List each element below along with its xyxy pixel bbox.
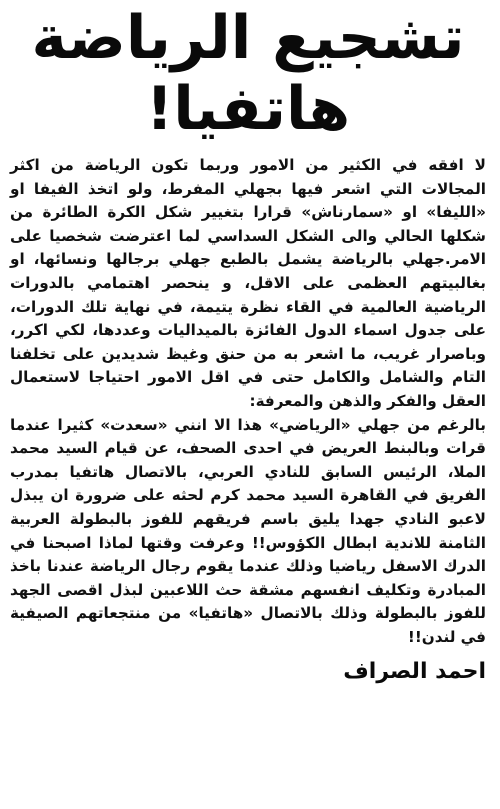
headline-line-1: تشجيع الرياضة (31, 3, 465, 73)
headline-line-2: هاتفيا! (145, 74, 351, 144)
author-byline: احمد الصراف (343, 659, 486, 685)
article-body (10, 154, 486, 649)
article-paragraph-2: بالرغم من جهلي «الرياضي» هذا الا انني «سعدت» كثيرا عندما قرات وبالبنط العريض في احدى الصحف، عن قيام السيد محمد الملا، الرئيس السابق للنادي العربي، بالاتصال هاتفيا بمدرب الفريق في القاهرة السيد محمد كرم لحثه على ضرورة ان يبذل لاعبو النادي جهدا يليق باسم فريقهم للفوز بالبطولة العربية الثامنة للاندية ابطال الكؤوس!! وعرفت وقتها لماذا اصبحنا في الدرك الاسفل رياضيا وذلك عندما يقوم رجال الرياضة عندنا باخذ المبادرة وتكليف انفسهم مشقة حث اللاعبين لبذل اقصى الجهد للفوز بالبطولة وذلك بالاتصال «هاتفيا» من منتجعاتهم الصيفية في لندن!! (10, 415, 486, 646)
article-paragraph-1: لا افقه في الكثير من الامور وربما تكون الرياضة من اكثر المجالات التي اشعر فيها بجهلي المفرط، ولو اتخذ الفيفا او «الليفا» او «سمارناش» قرارا بتغيير شكل الكرة الطائرة من شكلها الحالي والى الشكل السداسي لما اعترضت شخصيا على الامر.جهلي بالرياضة يشمل بالطبع جهلي برجالها ونسائها، او بغالبيتهم العظمى على الاقل، و ينحصر اهتمامي بالدورات الرياضية العالمية في القاء نظرة يتيمة، في نهاية تلك الدورات، على جدول اسماء الدول الفائزة بالميداليات وعددها، لكي اكرر، وباصرار غريب، ما اشعر به من حنق وغيظ شديدين على تخلفنا التام والشامل والكامل حتى في اقل الامور احتياجا لاستعمال العقل والفكر والذهن والمعرفة: (10, 156, 486, 410)
